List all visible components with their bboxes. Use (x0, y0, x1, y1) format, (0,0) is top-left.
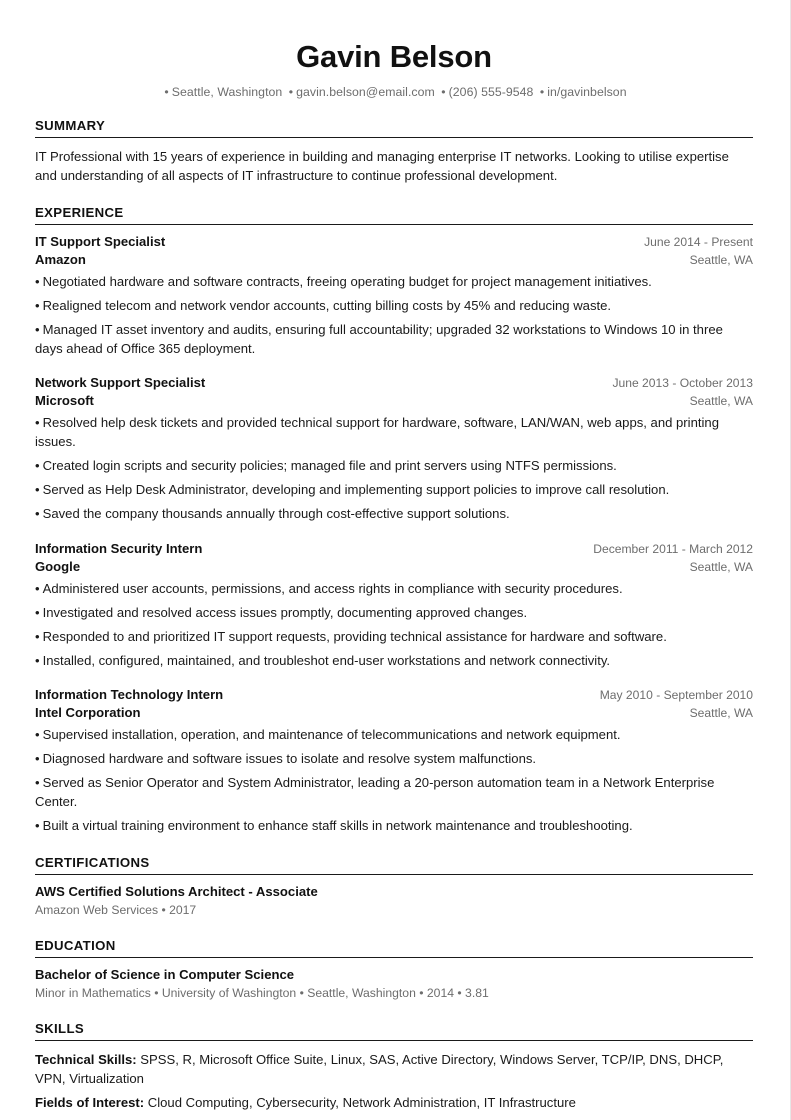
section-title-skills: SKILLS (35, 1021, 753, 1041)
job-bullet-text: Diagnosed hardware and software issues to isolate and resolve system malfunctions. (42, 751, 537, 767)
bullet-separator-icon: • (164, 85, 169, 100)
contact-item: Seattle, Washington (171, 85, 283, 100)
section-title-certifications: CERTIFICATIONS (35, 855, 753, 875)
skill-category-label: Technical Skills: (35, 1051, 137, 1067)
skill-values: Cloud Computing, Cybersecurity, Network Administration, IT Infrastructure (144, 1095, 576, 1111)
job-company: Amazon (35, 251, 86, 267)
job-bullet-list (35, 272, 753, 358)
job-bullet (35, 579, 753, 598)
bullet-point-icon: • (35, 506, 40, 522)
job-bullet (35, 749, 753, 768)
job-dates: May 2010 - September 2010 (599, 687, 753, 702)
job-bullet-list (35, 725, 753, 836)
job-title: Information Security Intern (35, 540, 203, 556)
job-title: IT Support Specialist (35, 233, 166, 249)
bullet-point-icon: • (35, 273, 40, 289)
education-detail: Minor in Mathematics • University of Washington • Seattle, Washington • 2014 • 3.81 (35, 985, 489, 1000)
experience-list (35, 225, 753, 836)
job-bullet-list (35, 579, 753, 670)
bullet-point-icon: • (35, 297, 40, 313)
section-education (35, 938, 753, 1002)
bullet-point-icon: • (35, 628, 40, 644)
skill-line (35, 1093, 753, 1112)
section-certifications (35, 855, 753, 919)
bullet-point-icon: • (35, 751, 40, 767)
skills-list (35, 1041, 753, 1113)
job-title: Information Technology Intern (35, 686, 224, 702)
job-bullet (35, 413, 753, 451)
job-bullet-text: Realigned telecom and network vendor accounts, cutting billing costs by 45% and reducing waste. (42, 297, 612, 313)
job-bullet-list (35, 413, 753, 524)
experience-entry (35, 541, 753, 670)
job-location: Seattle, WA (689, 559, 753, 574)
certification-entry (35, 884, 753, 919)
job-company-row (35, 393, 753, 408)
summary-text: IT Professional with 15 years of experience in building and managing enterprise IT networks. Looking to utilise expertise and understanding of all aspects of IT infrastructure to continue professional development. (35, 149, 729, 184)
education-entry (35, 967, 753, 1002)
job-bullet-text: Supervised installation, operation, and maintenance of telecommunications and network equipment. (42, 726, 621, 742)
section-experience (35, 205, 753, 836)
job-bullet (35, 773, 753, 811)
bullet-point-icon: • (35, 652, 40, 668)
job-bullet-text: Managed IT asset inventory and audits, ensuring full accountability; upgraded 32 workstations to Windows 10 in three days ahead of Office 365 deployment. (35, 321, 723, 356)
job-location: Seattle, WA (689, 705, 753, 720)
job-bullet-text: Served as Senior Operator and System Administrator, leading a 20-person automation team in a Network Enterprise Center. (35, 775, 715, 810)
bullet-point-icon: • (35, 775, 40, 791)
job-bullet-text: Served as Help Desk Administrator, developing and implementing support policies to improve call resolution. (42, 482, 670, 498)
resume-content (35, 40, 753, 1112)
contact-line (35, 85, 753, 99)
job-company: Microsoft (35, 393, 94, 408)
section-skills (35, 1021, 753, 1113)
job-company-row (35, 559, 753, 574)
job-bullet-text: Negotiated hardware and software contracts, freeing operating budget for project management initiatives. (42, 273, 652, 289)
job-bullet (35, 816, 753, 835)
job-bullet (35, 456, 753, 475)
job-dates: December 2011 - March 2012 (593, 541, 753, 556)
summary-body (35, 138, 753, 185)
bullet-point-icon: • (35, 321, 40, 337)
job-bullet-text: Responded to and prioritized IT support requests, providing technical assistance for hardware and software. (42, 628, 667, 644)
skill-category-label: Fields of Interest: (35, 1095, 145, 1111)
bullet-point-icon: • (35, 482, 40, 498)
job-title-row (35, 375, 753, 390)
experience-entry (35, 375, 753, 524)
bullet-separator-icon: • (539, 85, 545, 100)
contact-item: (206) 555-9548 (448, 85, 534, 100)
job-bullet (35, 627, 753, 646)
job-bullet-text: Saved the company thousands annually through cost-effective support solutions. (42, 506, 510, 522)
job-location: Seattle, WA (689, 252, 753, 267)
bullet-point-icon: • (35, 818, 40, 834)
bullet-point-icon: • (35, 726, 40, 742)
contact-item: gavin.belson@email.com (296, 85, 435, 100)
bullet-point-icon: • (35, 604, 40, 620)
job-bullet-text: Created login scripts and security policies; managed file and print servers using NTFS permissions. (42, 458, 617, 474)
job-dates: June 2013 - October 2013 (612, 376, 753, 390)
contact-item: in/gavinbelson (547, 85, 627, 100)
bullet-separator-icon: • (441, 85, 446, 100)
education-degree: Bachelor of Science in Computer Science (35, 966, 295, 982)
job-bullet (35, 480, 753, 499)
job-bullet (35, 320, 753, 358)
certification-detail: Amazon Web Services • 2017 (35, 902, 197, 917)
job-title-row (35, 687, 753, 702)
experience-entry (35, 687, 753, 836)
job-title-row (35, 234, 753, 249)
job-bullet (35, 296, 753, 315)
job-title: Network Support Specialist (35, 375, 206, 390)
candidate-name: Gavin Belson (296, 39, 492, 74)
section-title-education: EDUCATION (35, 938, 753, 958)
education-list (35, 958, 753, 1002)
bullet-point-icon: • (35, 415, 40, 430)
section-title-experience: EXPERIENCE (35, 205, 753, 225)
section-summary (35, 118, 753, 185)
bullet-separator-icon: • (288, 85, 294, 100)
job-bullet (35, 725, 753, 744)
job-location: Seattle, WA (689, 394, 753, 408)
job-dates: June 2014 - Present (644, 234, 753, 249)
job-bullet (35, 603, 753, 622)
resume-header (35, 40, 753, 99)
job-title-row (35, 541, 753, 556)
job-bullet (35, 504, 753, 523)
job-company-row (35, 252, 753, 267)
experience-entry (35, 234, 753, 358)
certifications-list (35, 875, 753, 919)
job-company: Google (35, 558, 81, 574)
job-bullet-text: Built a virtual training environment to enhance staff skills in network maintenance and troubleshooting. (42, 818, 633, 834)
skill-line (35, 1050, 753, 1088)
job-bullet (35, 651, 753, 670)
job-bullet-text: Investigated and resolved access issues promptly, documenting approved changes. (42, 604, 528, 620)
job-bullet-text: Installed, configured, maintained, and troubleshot end-user workstations and network connectivity. (42, 652, 611, 668)
job-bullet-text: Administered user accounts, permissions, and access rights in compliance with security procedures. (42, 580, 623, 596)
skill-values: SPSS, R, Microsoft Office Suite, Linux, SAS, Active Directory, Windows Server, TCP/IP, DNS, DHCP, VPN, Virtualization (35, 1051, 724, 1086)
job-bullet-text: Resolved help desk tickets and provided technical support for hardware, software, LAN/WAN, web apps, and printing issues. (35, 415, 719, 450)
job-bullet (35, 272, 753, 291)
bullet-point-icon: • (35, 580, 40, 596)
job-company: Intel Corporation (35, 704, 141, 720)
job-company-row (35, 705, 753, 720)
certification-name: AWS Certified Solutions Architect - Associate (35, 883, 318, 899)
section-title-summary: SUMMARY (35, 118, 753, 138)
bullet-point-icon: • (35, 458, 40, 474)
